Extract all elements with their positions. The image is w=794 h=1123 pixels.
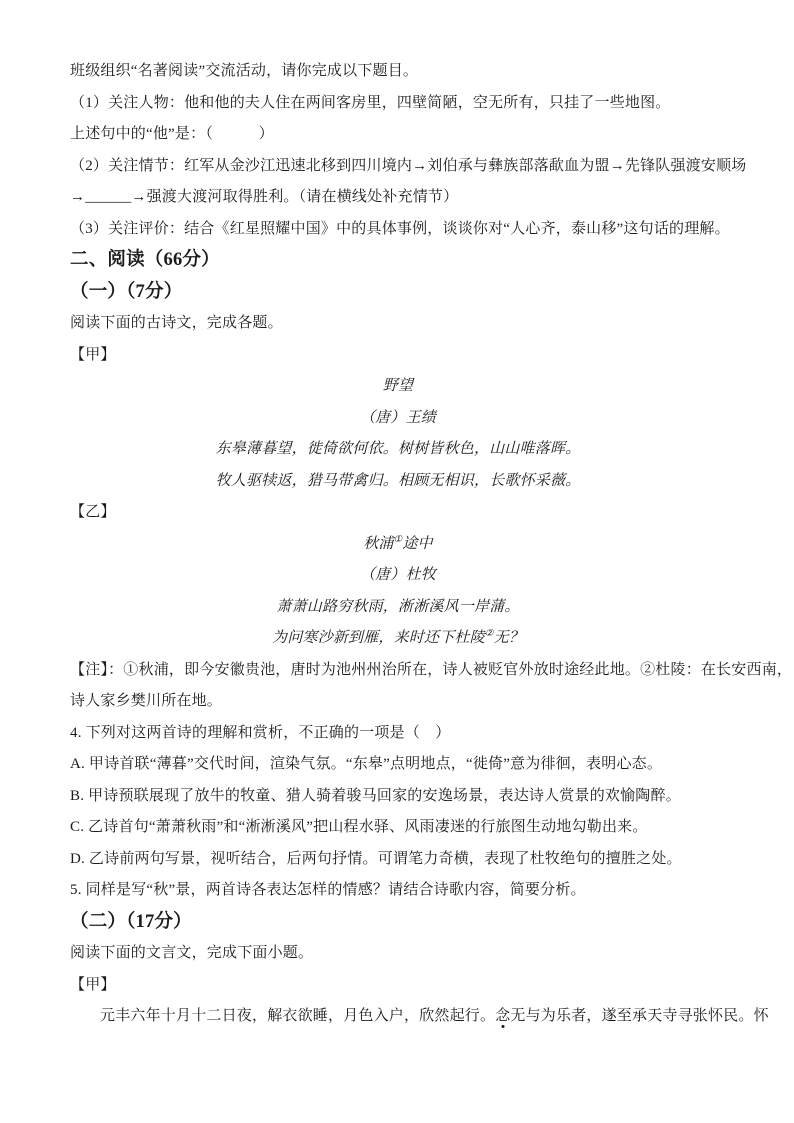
poem-qiu-pu-line-2	[46, 623, 750, 655]
label-jia-classical: 【甲】	[70, 976, 116, 993]
label-yi-poems: 【乙】	[70, 504, 116, 520]
poem-qiu-pu-author: （唐）杜牧	[359, 567, 436, 583]
poem-notes-line-1: 【注】：①秋浦，即今安徽贵池，唐时为池州州治所在，诗人被贬官外放时途经此地。②杜陵：在长安西南，	[70, 661, 793, 678]
q2-plot-line-2: →______→强渡大渡河取得胜利。（请在横线处补充情节）	[70, 189, 459, 205]
question-5: 5. 同样是写“秋”景，两首诗各表达怎样的情感？请结合诗歌内容，简要分析。	[70, 882, 586, 898]
poem-ye-wang-line-1: 东皋薄暮望，徙倚欲何依。树树皆秋色，山山唯落晖。	[215, 441, 581, 457]
classical-passage-pre: 元丰六年十月十二日夜，解衣欲睡，月色入户，欣然起行。	[100, 1008, 496, 1024]
note-ref-2-icon: ②	[484, 629, 494, 639]
q2-plot-line-1: （2）关注情节：红军从金沙江迅速北移到四川境内→刘伯承与彝族部落歃血为盟→先锋队强渡安顺场	[70, 157, 747, 174]
question-4-option-a: A. 甲诗首联“薄暮”交代时间，渲染气氛。“东皋”点明地点，“徙倚”意为徘徊，表明心态。	[70, 756, 663, 772]
classical-passage-line	[70, 1001, 769, 1033]
section-reading-heading: 二、阅读（66分）	[70, 250, 220, 270]
poem-qiu-pu-title-pre: 秋浦	[363, 535, 394, 552]
part-2-instruction: 阅读下面的文言文，完成下面小题。	[70, 945, 314, 961]
classical-passage-emphasized-char: 念	[495, 1008, 511, 1024]
famous-reading-intro: 班级组织“名著阅读”交流活动，请你完成以下题目。	[70, 63, 419, 79]
q3-evaluation-line: （3）关注评价：结合《红星照耀中国》中的具体事例，谈谈你对“人心齐，泰山移”这句话的理解。	[70, 220, 730, 237]
poem-qiu-pu-title	[46, 529, 750, 561]
poem-notes-line-2: 诗人家乡樊川所在地。	[70, 693, 223, 709]
q1-answer-blank-line: 上述句中的“他”是：（ ）	[70, 126, 274, 142]
question-4-option-d: D. 乙诗前两句写景，视听结合，后两句抒情。可谓笔力奇横，表现了杜牧绝句的擅胜之处。	[70, 850, 682, 867]
classical-passage-post: 无与为乐者，遂至承天寺寻张怀民。怀	[510, 1008, 769, 1024]
poem-qiu-pu-line-2-pre: 为问寒沙新到雁，来时还下杜陵	[272, 630, 485, 646]
question-4-option-b: B. 甲诗预联展现了放牛的牧童、猎人骑着骏马回家的安逸场景，表达诗人赏景的欢愉陶醉。	[70, 787, 681, 804]
question-4: 4. 下列对这两首诗的理解和赏析，不正确的一项是（ ）	[70, 724, 451, 741]
poem-qiu-pu-line-2-post: 无？	[493, 630, 524, 646]
part-1-heading: （一）（7分）	[70, 281, 183, 302]
question-4-option-c: C. 乙诗首句“萧萧秋雨”和“淅淅溪风”把山程水驿、风雨凄迷的行旅图生动地勾勒出来。	[70, 819, 648, 835]
part-1-instruction: 阅读下面的古诗文，完成各题。	[70, 315, 283, 331]
part-2-heading: （二）（17分）	[70, 911, 192, 932]
note-ref-1-icon: ①	[393, 534, 403, 545]
q1-character-line: （1）关注人物：他和他的夫人住在两间客房里，四壁简陋，空无所有，只挂了一些地图。	[70, 94, 671, 111]
poem-qiu-pu-title-post: 途中	[402, 535, 433, 552]
poem-ye-wang-author: （唐）王绩	[359, 409, 436, 426]
poem-qiu-pu-line-1: 萧萧山路穷秋雨，淅淅溪风一岸蒲。	[276, 598, 520, 615]
poem-ye-wang-line-2: 牧人驱犊返，猎马带禽归。相顾无相识，长歌怀采薇。	[215, 472, 581, 489]
poem-ye-wang-title: 野望	[382, 378, 414, 394]
label-jia-poems: 【甲】	[70, 346, 116, 363]
